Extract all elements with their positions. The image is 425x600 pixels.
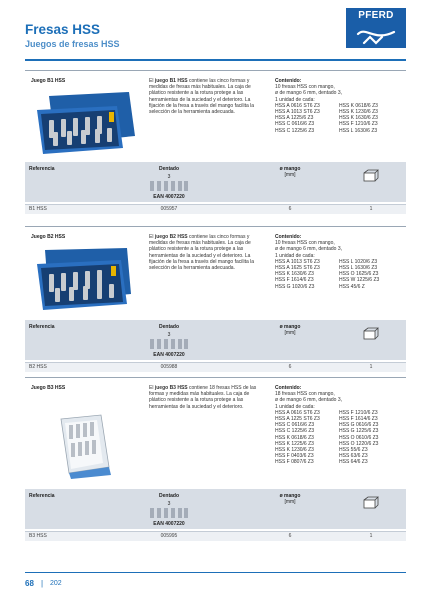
teeth-pattern-icon (149, 180, 189, 192)
set-name: Juego B3 HSS (31, 385, 66, 391)
cell-ean-code: 005988 (160, 364, 178, 370)
teeth-pattern-icon (149, 507, 189, 519)
set-name: Juego B2 HSS (31, 234, 66, 240)
page-total: 202 (50, 580, 62, 587)
contents-item-row: HSS A 1625 ST6 Z3 HSS L 1630/6 Z3 (275, 265, 378, 272)
contents-intro-line: 1 unidad de cada: (275, 96, 315, 103)
set-name: Juego B1 HSS (31, 78, 66, 84)
contents-item-row: HSS A 1013 ST6 Z3 HSS K 1230/6 Z3 (275, 109, 378, 116)
col-referencia: Referencia (29, 166, 55, 172)
table-header (25, 162, 406, 202)
contents-item-row: HSS A 1225 ST6 Z3 HSS F 1614/6 Z3 (275, 416, 378, 423)
contents-intro-line: ø de mango 6 mm, dentado 3, (275, 397, 342, 404)
page-title: Fresas HSS (25, 22, 101, 37)
cell-mango: 6 (288, 533, 292, 539)
contents-item-row: HSS K 0618/6 Z3 HSS O 0610/6 Z3 (275, 434, 379, 441)
col-mango: ø mango [mm] (279, 324, 301, 336)
contents-intro-line: ø de mango 6 mm, dentado 3, (275, 246, 342, 253)
cell-qty: 1 (369, 533, 373, 539)
set-contents (275, 234, 406, 290)
contents-item-row: HSS C 1225/6 Z3 HSS G 1225/6 Z3 (275, 428, 379, 435)
section-rule (25, 377, 406, 378)
cell-mango: 6 (288, 364, 292, 370)
col-ean: EAN 4007220 (153, 194, 185, 200)
col-mango: ø mango [mm] (279, 166, 301, 178)
col-dentado: Dentado (159, 493, 179, 499)
contents-intro-line: ø de mango 6 mm, dentado 3, (275, 90, 342, 97)
col-dentado: Dentado (159, 324, 179, 330)
col-referencia: Referencia (29, 324, 55, 330)
brand-logo (346, 8, 406, 48)
set-section-b2 (25, 226, 406, 376)
cell-mango: 6 (288, 206, 292, 212)
page-separator: | (41, 579, 44, 588)
dentado-number: 3 (167, 174, 171, 180)
set-section-b3 (25, 377, 406, 547)
page-subtitle: Juegos de fresas HSS (25, 39, 120, 49)
tool-case-image (31, 244, 139, 312)
cell-ean-code: 005995 (160, 533, 178, 539)
contents-intro-line: 1 unidad de cada: (275, 252, 315, 259)
set-description: El juego B3 HSS contiene 18 fresas HSS de las formas y medidas más habituales. La caja de plástico resistente a la rotura protege a las herramientas de la suciedad y el deterioro. (149, 385, 257, 410)
set-description: El juego B2 HSS contiene las cinco formas y medidas de fresas más habituales. La caja de plástico resistente a la rotura protege a las herramientas de la suciedad y el deterioro. La fijación de la fresa a través del mango facilita la selección de la herramienta adecuada. (149, 234, 255, 272)
contents-intro-line: 10 fresas HSS con mango, (275, 84, 335, 91)
package-icon (363, 327, 379, 340)
logo-emblem-icon (346, 8, 406, 48)
col-ean: EAN 4007220 (153, 352, 185, 358)
contents-title: Contenido: (275, 78, 302, 84)
set-contents (275, 385, 406, 466)
contents-item-row: HSS F 0403/6 Z3 HSS 63/6 Z3 (275, 453, 368, 460)
contents-item-row: HSS C 0616/6 Z3 HSS F 1210/6 Z3 (275, 121, 378, 128)
contents-item-row: HSS A 1225/6 Z3 HSS K 1630/6 Z3 (275, 115, 378, 122)
cell-qty: 1 (369, 206, 373, 212)
dentado-number: 3 (167, 332, 171, 338)
footer-rule (25, 572, 406, 573)
contents-item-row: HSS C 0616/6 Z3 HSS G 0616/6 Z3 (275, 422, 379, 429)
set-contents (275, 78, 406, 134)
cell-ref: B2 HSS (29, 364, 47, 370)
contents-item-row: HSS F 1614/6 Z3 HSS W 1225/6 Z3 (275, 277, 380, 284)
contents-item-row: HSS K 1630/6 Z3 HSS O 1625/6 Z3 (275, 271, 379, 278)
page-number: 68 (25, 579, 34, 588)
table-row (25, 362, 406, 372)
col-dentado: Dentado (159, 166, 179, 172)
contents-item-row: HSS K 1230/6 Z3 HSS 55/6 Z3 (275, 447, 368, 454)
table-header (25, 489, 406, 529)
contents-item-row: HSS C 1225/6 Z3 HSS L 1630/6 Z3 (275, 127, 378, 134)
contents-title: Contenido: (275, 234, 302, 240)
col-ean: EAN 4007220 (153, 521, 185, 527)
col-mango: ø mango [mm] (279, 493, 301, 505)
contents-item-row: HSS A 0616 ST6 Z3 HSS F 1210/6 Z3 (275, 409, 378, 416)
contents-item-row: HSS F 0807/6 Z3 HSS 64/6 Z3 (275, 459, 368, 466)
contents-intro-line: 1 unidad de cada: (275, 403, 315, 410)
tool-case-image (31, 88, 139, 156)
table-header (25, 320, 406, 360)
table-row (25, 531, 406, 541)
package-icon (363, 496, 379, 509)
dentado-number: 3 (167, 501, 171, 507)
contents-intro-line: 18 fresas HSS con mango, (275, 391, 335, 398)
header-rule (25, 59, 406, 61)
cell-qty: 1 (369, 364, 373, 370)
contents-item-row: HSS A 1013 ST6 Z3 HSS L 1020/6 Z3 (275, 258, 378, 265)
contents-title: Contenido: (275, 385, 302, 391)
table-row (25, 204, 406, 214)
section-rule (25, 70, 406, 71)
tool-case-image (31, 395, 139, 495)
package-icon (363, 169, 379, 182)
contents-item-row: HSS A 0616 ST6 Z3 HSS K 0618/6 Z3 (275, 102, 378, 109)
brand-name: PFERD (358, 10, 394, 21)
contents-item-row: HSS G 1020/6 Z3 HSS 45/6 Z (275, 283, 365, 290)
set-description: El juego B1 HSS contiene las cinco formas y medidas de fresas más habituales. La caja de plástico resistente a la rotura protege a las herramientas de la suciedad y el deterioro. La fijación de la fresa a través del mango facilita la selección de la herramienta adecuada. (149, 78, 255, 116)
teeth-pattern-icon (149, 338, 189, 350)
contents-intro-line: 10 fresas HSS con mango, (275, 240, 335, 247)
col-referencia: Referencia (29, 493, 55, 499)
cell-ref: B1 HSS (29, 206, 47, 212)
set-section-b1 (25, 70, 406, 220)
cell-ean-code: 005957 (160, 206, 178, 212)
contents-item-row: HSS K 1225/6 Z3 HSS O 1220/6 Z3 (275, 440, 379, 447)
section-rule (25, 226, 406, 227)
cell-ref: B3 HSS (29, 533, 47, 539)
